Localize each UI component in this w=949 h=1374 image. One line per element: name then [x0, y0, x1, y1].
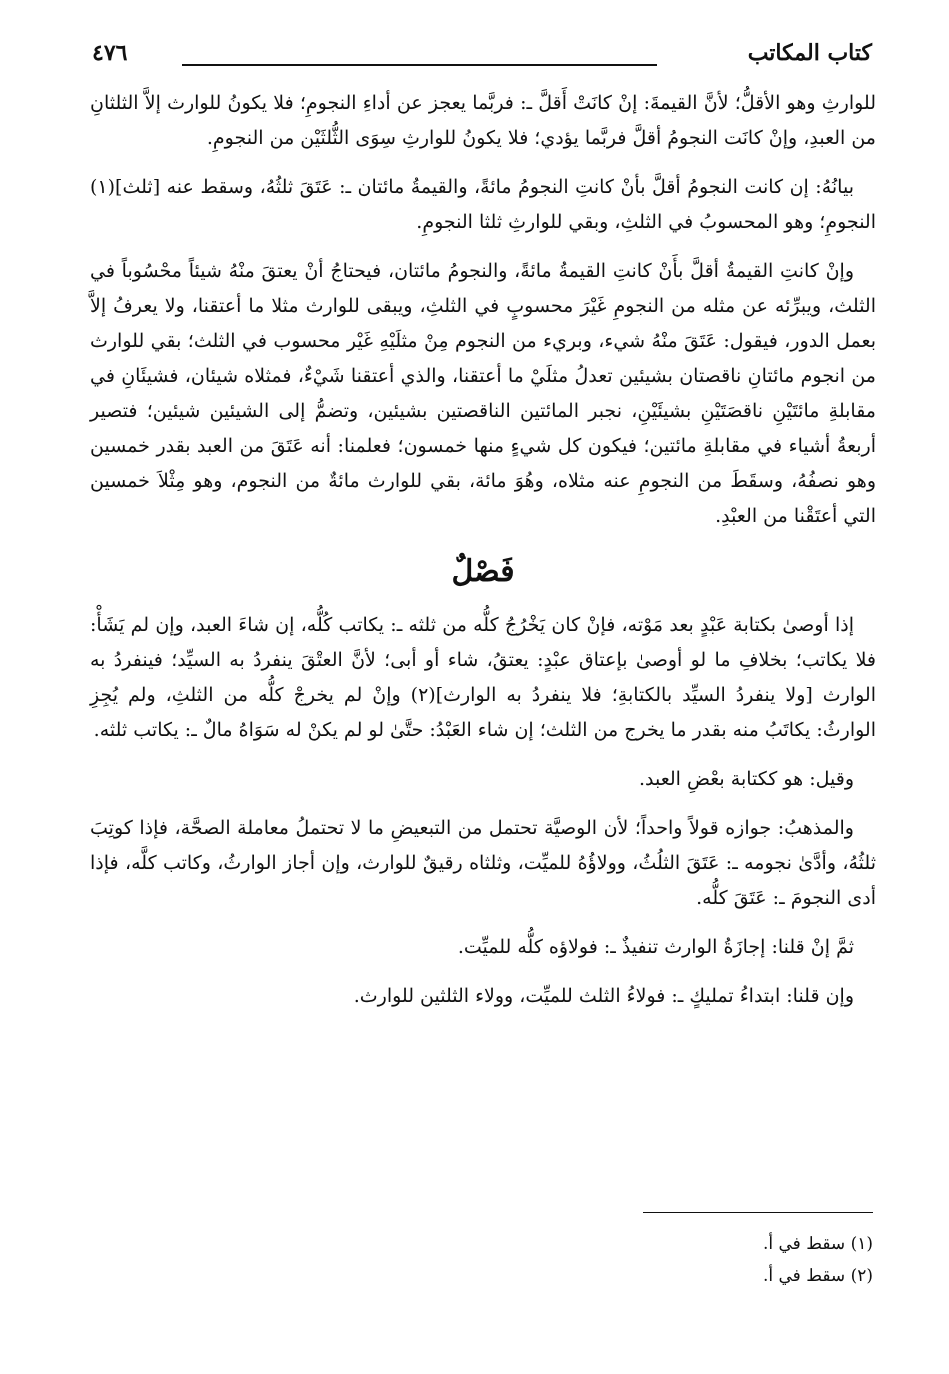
paragraph: وإن قلنا: ابتداءُ تمليكٍ ـ: فولاءُ الثلث للميِّت، وولاء الثلثين للوارث. — [353, 985, 854, 1007]
running-title: كتاب المكاتب — [747, 40, 872, 66]
footnote-rule — [643, 1212, 873, 1213]
footnote: (١) سقط في أ. — [762, 1234, 873, 1254]
paragraph: وقيل: هو ككتابة بعْضِ العبد. — [638, 768, 854, 790]
paragraph: بيانُهُ: إن كانت النجومُ أقلَّ بأنْ كانتِ النجومُ مائةً، والقيمةُ مائتان ـ: عَتَقَ ثلثُهُ، وسقط عنه [ثلث](١) النجومِ؛ وهو المحسوبُ في الثلثِ، وبقي للوارثِ ثلثا النجومِ. — [90, 176, 876, 233]
paragraph: ثمَّ إنْ قلنا: إجازَةُ الوارث تنفيذٌ ـ: فولاؤه كلُّه للميِّت. — [457, 936, 854, 958]
footnote: (٢) سقط في أ. — [762, 1266, 873, 1286]
section-heading: فَصْلٌ — [451, 554, 515, 589]
page-header — [92, 40, 872, 80]
paragraph: والمذهبُ: جوازه قولاً واحداً؛ لأن الوصيَّة تحتمل من التبعيضِ ما لا تحتملُ معاملة الصحَّة، فإذا كوتِبَ ثلثُهُ، وأدَّىٰ نجومه ـ: عَتَقَ الثلُثُ، وولاؤُهُ للميِّت، وثلثاه رقيقٌ للوارث، وإن أجاز الوارثُ، وكاتب كلَّه، فإذا أدى النجومَ ـ: عَتَقَ كلُّه. — [90, 817, 876, 909]
paragraph: وإنْ كانتِ القيمةُ أقلَّ بأَنْ كانتِ القيمةُ مائةً، والنجومُ مائتان، فيحتاجُ أنْ يعتقَ منْهُ شيئاً محْسُوباً في الثلث، ويبرِّئه عن مثله من النجومِ غَيْرَ محسوبٍ في الثلثِ، ويبقى للوارث مثلا ما أعتقنا، ولا يعرفُ إلاَّ بعمل الدور، فيقول: عَتَقَ منْهُ شيء، وبريء من النجوم مِنْ مثلَيْهِ غَيْر محسوب في الثلث؛ بقي للوارث من انجوم مائتانِ ناقصتان بشيئين تعدلُ مثلَيْ ما أعتقنا، والذي أعتقنا شَيْءٌ، فمثلاه شيئان، فشيئَانِ في مقابلةِ مائتَيْنِ ناقصَتَيْنِ بشيئَيْنِ، نجبر المائتين الناقصتين بشيئين، وتضمُّ إلى الشيئين شيئين؛ فتصير أربعةُ أشياء في مقابلةِ مائتين؛ فيكون كل شيءٍ منها خمسون؛ فعلمنا: أنه عَتَقَ من العبد بقدر خمسين وهو نصفُهُ، وسقَطَ من النجومِ عنه مثلاه، وهُوَ مائة، بقي للوارث مائةٌ من النجوم، وهو مِثْلاَ خمسين التي أعتَقْنا من العبْدِ. — [90, 260, 876, 527]
paragraph: للوارثِ وهو الأقلُّ؛ لأنَّ القيمةَ: إنْ كانَتْ أَقلَّ ـ: فربَّما يعجز عن أداءِ النجومِ؛ فلا يكونُ للوارث إلاَّ الثلثانِ من العبدِ، وإنْ كانَت النجومُ أقلَّ فربَّما يؤدي؛ فلا يكونُ للوارثِ سِوَى الثُّلثَيْن من النجومِ. — [90, 92, 876, 149]
paragraph: إذا أوصىٰ بكتابة عَبْدٍ بعد مَوْته، فإنْ كان يَخْرُجُ كلُّه من ثلثه ـ: يكاتب كُلُّه، إن شاءَ العبد، وإن لم يَشَأْ: فلا يكاتب؛ بخلافِ ما لو أوصىٰ بإعتاق عبْدٍ: يعتقُ، شاء أو أبى؛ لأنَّ العتْقَ ينفردُ به السيِّد؛ فينفردُ به الوارث [ولا ينفردُ السيِّد بالكتابةِ؛ فلا ينفردُ به الوارث](٢) وإنْ لم يخرجْ كلُّه من الثلثِ، ولم يُجِزِ الوارثُ: يكاتَبُ منه بقدر ما يخرج من الثلث؛ إن شاء العَبْدُ: حتَّىٰ لو لم يكنْ له سَوَاهُ مالٌ ـ: يكاتب ثلثه. — [90, 614, 876, 741]
page-number: ٤٧٦ — [92, 40, 128, 66]
header-rule — [182, 64, 657, 66]
footnotes — [473, 1228, 873, 1292]
main-text — [90, 86, 876, 1028]
